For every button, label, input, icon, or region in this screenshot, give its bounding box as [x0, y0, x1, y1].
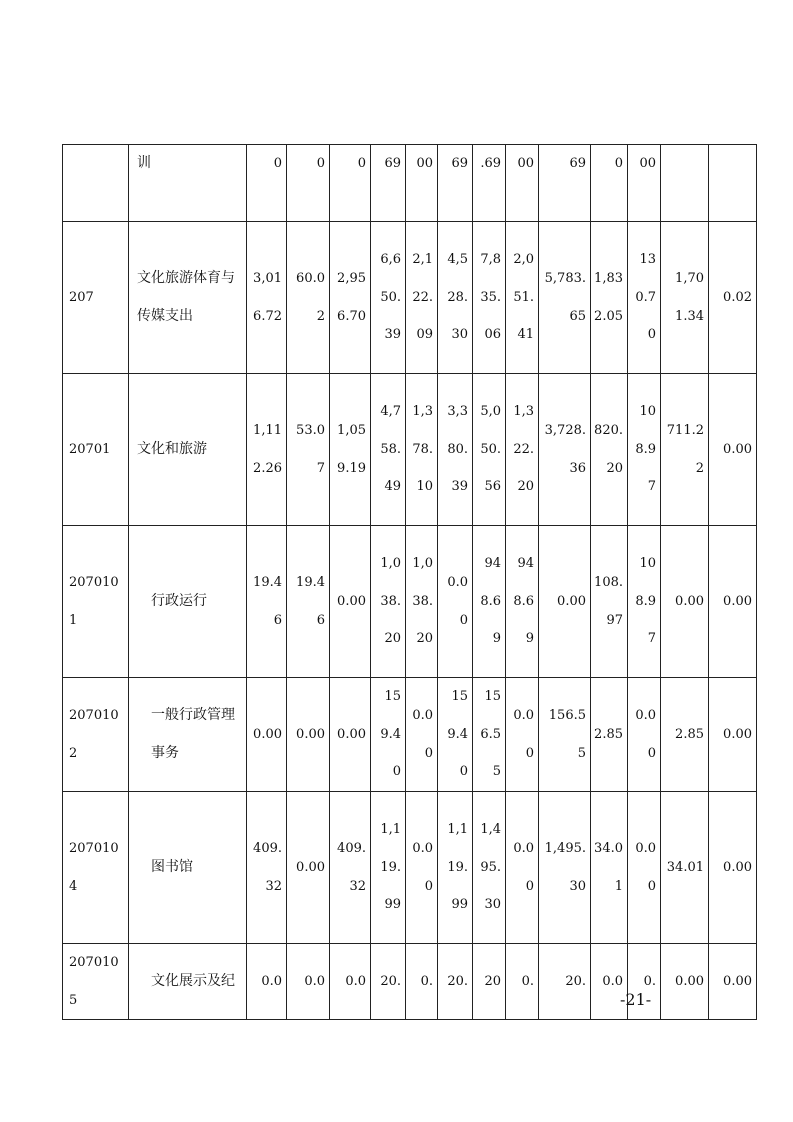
cell: 0.00: [709, 526, 757, 678]
row-code: [63, 145, 129, 222]
cell: 409.32: [330, 792, 371, 944]
cell: [709, 145, 757, 222]
cell: 69: [539, 145, 591, 222]
cell: 820.20: [591, 374, 628, 526]
cell: 2,051.41: [506, 222, 539, 374]
cell: 5,050.56: [473, 374, 506, 526]
cell: 0.00: [661, 944, 709, 1020]
cell: 2,956.70: [330, 222, 371, 374]
cell: 4,528.30: [438, 222, 473, 374]
cell: 0.: [406, 944, 438, 1020]
table-row: [63, 526, 757, 678]
cell: 19.46: [247, 526, 287, 678]
row-code: 2070102: [63, 678, 129, 792]
table-row: [63, 374, 757, 526]
cell: 0.00: [287, 792, 330, 944]
cell: 00: [406, 145, 438, 222]
cell: 0.00: [709, 374, 757, 526]
row-code: 207: [63, 222, 129, 374]
cell: 1,119.99: [371, 792, 406, 944]
row-name: 文化和旅游: [129, 374, 247, 526]
row-name: 行政运行: [129, 526, 247, 678]
table-row: [63, 944, 757, 1020]
cell: 108.97: [628, 374, 661, 526]
cell: 5,783.65: [539, 222, 591, 374]
cell: 1,038.20: [371, 526, 406, 678]
cell: 2.85: [591, 678, 628, 792]
cell: 1,495.30: [473, 792, 506, 944]
cell: [661, 145, 709, 222]
cell: 0.0: [591, 944, 628, 1020]
cell: 0.0: [247, 944, 287, 1020]
row-code: 20701: [63, 374, 129, 526]
cell: 0.: [628, 944, 661, 1020]
cell: 1,832.05: [591, 222, 628, 374]
cell: 130.70: [628, 222, 661, 374]
cell: 948.69: [506, 526, 539, 678]
cell: 0.00: [330, 678, 371, 792]
cell: 1,112.26: [247, 374, 287, 526]
cell: 34.01: [661, 792, 709, 944]
cell: 159.40: [371, 678, 406, 792]
cell: 0.00: [506, 678, 539, 792]
cell: 0.02: [709, 222, 757, 374]
cell: 0.00: [330, 526, 371, 678]
table-row: [63, 222, 757, 374]
cell: 0.00: [539, 526, 591, 678]
cell: 0.00: [406, 678, 438, 792]
row-code: 2070104: [63, 792, 129, 944]
cell: 60.02: [287, 222, 330, 374]
cell: 1,701.34: [661, 222, 709, 374]
cell: 3,016.72: [247, 222, 287, 374]
table-row: [63, 145, 757, 222]
cell: 0.00: [438, 526, 473, 678]
cell: 156.55: [539, 678, 591, 792]
cell: 0.00: [628, 678, 661, 792]
budget-table: [62, 144, 757, 1020]
cell: 0.00: [247, 678, 287, 792]
cell: 0.0: [330, 944, 371, 1020]
cell: 20: [473, 944, 506, 1020]
cell: 69: [438, 145, 473, 222]
cell: 0.00: [628, 792, 661, 944]
row-name: 训: [129, 145, 247, 222]
cell: 20.: [371, 944, 406, 1020]
cell: 0.00: [709, 792, 757, 944]
cell: 0.00: [287, 678, 330, 792]
row-code: 2070101: [63, 526, 129, 678]
cell: 00: [628, 145, 661, 222]
cell: 2.85: [661, 678, 709, 792]
cell: 3,728.36: [539, 374, 591, 526]
page-number: -21-: [620, 990, 652, 1009]
cell: 159.40: [438, 678, 473, 792]
cell: 1,495.30: [539, 792, 591, 944]
row-name: 一般行政管理事务: [129, 678, 247, 792]
cell: 409.32: [247, 792, 287, 944]
cell: 0.00: [709, 944, 757, 1020]
cell: 6,650.39: [371, 222, 406, 374]
cell: 0.00: [406, 792, 438, 944]
cell: 20.: [539, 944, 591, 1020]
cell: 948.69: [473, 526, 506, 678]
cell: 4,758.49: [371, 374, 406, 526]
cell: 20.: [438, 944, 473, 1020]
cell: 0: [247, 145, 287, 222]
cell: 34.01: [591, 792, 628, 944]
cell: 53.07: [287, 374, 330, 526]
row-name: 文化旅游体育与传媒支出: [129, 222, 247, 374]
row-name: 文化展示及纪: [129, 944, 247, 1020]
cell: 00: [506, 145, 539, 222]
row-code: 2070105: [63, 944, 129, 1020]
cell: 156.55: [473, 678, 506, 792]
cell: 0: [330, 145, 371, 222]
cell: 0.00: [709, 678, 757, 792]
cell: 7,835.06: [473, 222, 506, 374]
cell: 1,378.10: [406, 374, 438, 526]
cell: 1,119.99: [438, 792, 473, 944]
cell: 2,122.09: [406, 222, 438, 374]
table-row: [63, 792, 757, 944]
cell: 3,380.39: [438, 374, 473, 526]
cell: 711.22: [661, 374, 709, 526]
cell: 19.46: [287, 526, 330, 678]
row-name: 图书馆: [129, 792, 247, 944]
cell: 0.00: [661, 526, 709, 678]
cell: 0.00: [506, 792, 539, 944]
cell: 108.97: [628, 526, 661, 678]
cell: 108.97: [591, 526, 628, 678]
table-row: [63, 678, 757, 792]
cell: 1,038.20: [406, 526, 438, 678]
cell: 0: [591, 145, 628, 222]
cell: 0.: [506, 944, 539, 1020]
cell: 0: [287, 145, 330, 222]
cell: 1,059.19: [330, 374, 371, 526]
cell: 1,322.20: [506, 374, 539, 526]
cell: 69: [371, 145, 406, 222]
cell: 0.0: [287, 944, 330, 1020]
cell: .69: [473, 145, 506, 222]
